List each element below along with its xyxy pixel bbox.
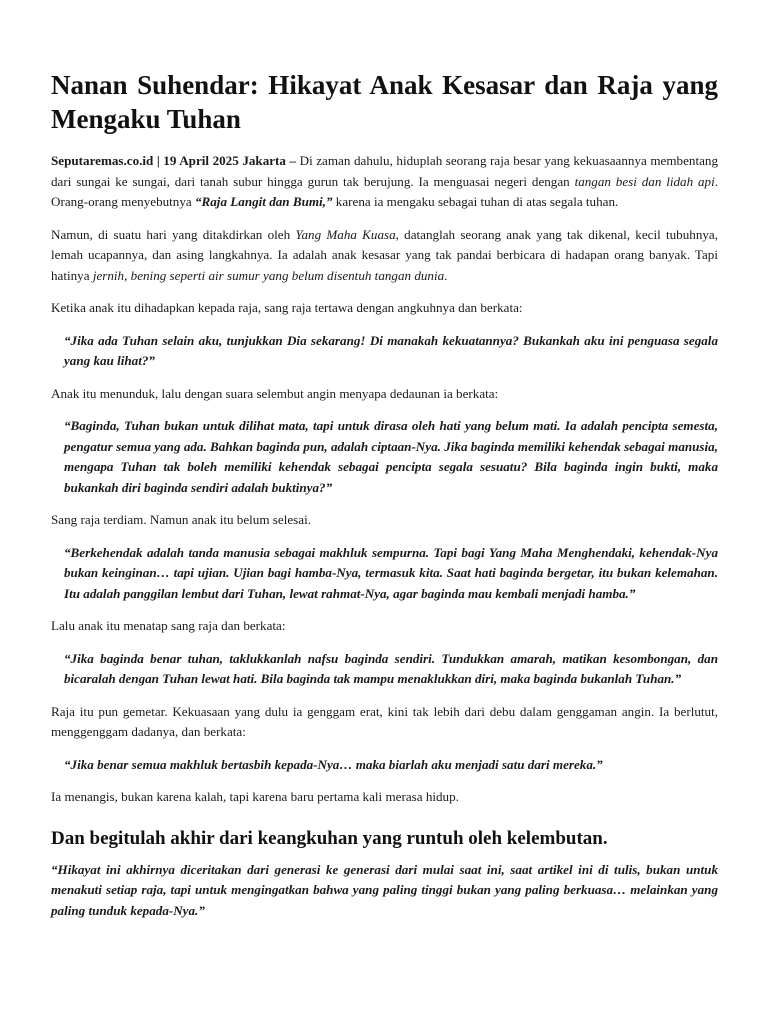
paragraph-7: Raja itu pun gemetar. Kekuasaan yang dulu ia genggam erat, kini tak lebih dari debu dalam genggaman angin. Ia berlutut, menggenggam dadanya, dan berkata:: [51, 703, 718, 739]
paragraph-3: Ketika anak itu dihadapkan kepada raja, sang raja tertawa dengan angkuhnya dan berkata:: [51, 300, 523, 315]
paragraph-4: Anak itu menunduk, lalu dengan suara selembut angin menyapa dedaunan ia berkata:: [51, 385, 499, 401]
article: [51, 68, 718, 933]
paragraph-5: Sang raja terdiam. Namun anak itu belum selesai.: [51, 512, 311, 527]
quote-1: “Jika ada Tuhan selain aku, tunjukkan Dia sekarang! Di manakah kekuatannya? Bukankah aku ini penguasa segala yang kau lihat?”: [64, 332, 718, 368]
article-title: Nanan Suhendar: Hikayat Anak Kesasar dan Raja yang Mengaku Tuhan: [51, 70, 718, 134]
closing-quote: “Hikayat ini akhirnya diceritakan dari generasi ke generasi dari mulai saat ini, saat artikel ini di tulis, bukan untuk menakuti setiap raja, tapi untuk mengingatkan bahwa yang paling tinggi bukan yang paling berkuasa… melainkan yang paling tunduk kepada-Nya.”: [51, 861, 718, 918]
paragraph-6: Lalu anak itu menatap sang raja dan berkata:: [51, 618, 286, 633]
dateline: Seputaremas.co.id | 19 April 2025 Jakarta –: [51, 153, 297, 168]
paragraph-intro: Seputaremas.co.id | 19 April 2025 Jakarta – Di zaman dahulu, hiduplah seorang raja besar yang kekuasaannya membentang dari sungai ke sungai, dari tanah subur hingga gurun tak berujung. Ia menguasai negeri dengan tangan besi dan lidah api. Orang-orang menyebutnya “Raja Langit dan Bumi,” karena ia mengaku sebagai tuhan di atas segala tuhan.: [51, 153, 718, 209]
paragraph-2: Namun, di suatu hari yang ditakdirkan oleh Yang Maha Kuasa, datanglah seorang anak yang tak dikenal, kecil tubuhnya, lemah ucapannya, dan asing langkahnya. Ia adalah anak kesasar yang tak pandai berbicara di hadapan orang banyak. Tapi hatinya jernih, bening seperti air sumur yang belum disentuh tangan dunia.: [51, 226, 718, 283]
quote-5: “Jika benar semua makhluk bertasbih kepada-Nya… maka biarlah aku menjadi satu dari mereka.”: [64, 756, 603, 772]
quote-3: “Berkehendak adalah tanda manusia sebagai makhluk sempurna. Tapi bagi Yang Maha Menghendaki, kehendak-Nya bukan keinginan… tapi ujian. Ujian bagi hamba-Nya, termasuk kita. Saat hati baginda bergetar, itu bukan kelemahan. Itu adalah panggilan lembut dari Tuhan, lewat rahmat-Nya, agar baginda mau kembali menjadi hamba.”: [64, 544, 718, 601]
paragraph-8: Ia menangis, bukan karena kalah, tapi karena baru pertama kali merasa hidup.: [51, 789, 459, 804]
section-heading: Dan begitulah akhir dari keangkuhan yang runtuh oleh kelembutan.: [51, 827, 608, 849]
quote-2: “Baginda, Tuhan bukan untuk dilihat mata, tapi untuk dirasa oleh hati yang belum mati. Ia adalah pencipta semesta, pengatur semua yang ada. Bahkan baginda pun, adalah ciptaan-Nya. Jika baginda memiliki kehendak sebagai manusia, mengapa Tuhan tak boleh memiliki kehendak sebagai pencipta segala sesuatu? Bila baginda ingin bukti, maka bukankah diri baginda sendiri adalah buktinya?”: [64, 418, 718, 495]
quote-4: “Jika baginda benar tuhan, taklukkanlah nafsu baginda sendiri. Tundukkan amarah, matikan kesombongan, dan bicaralah dengan Tuhan lewat hati. Bila baginda tak mampu menaklukkan diri, maka baginda bukanlah Tuhan.”: [64, 650, 718, 686]
